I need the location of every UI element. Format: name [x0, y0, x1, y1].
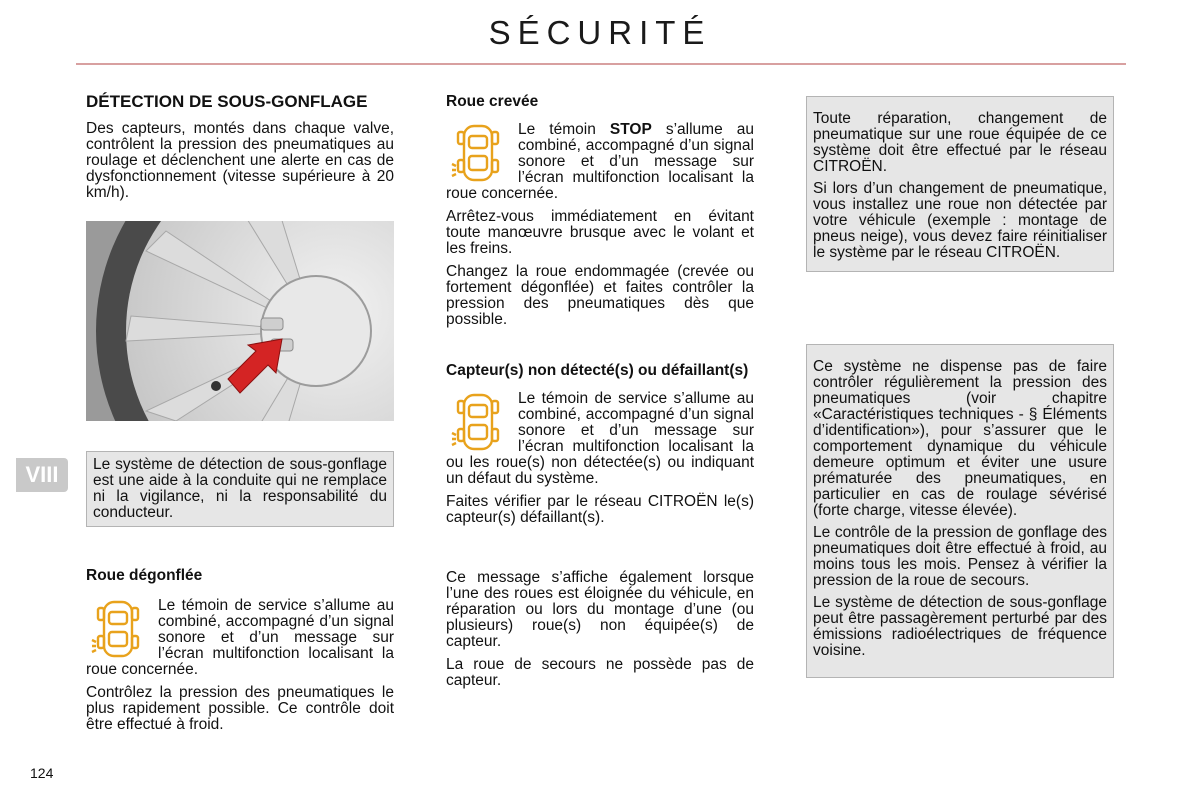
page-title: SÉCURITÉ	[488, 14, 712, 51]
subsection-heading: Roue dégonflée	[86, 567, 203, 584]
subsection-heading: Roue crevée	[446, 93, 539, 110]
subsection-heading: Capteur(s) non détecté(s) ou défaillant(s)	[446, 362, 749, 379]
sensors-text-2: Faites vérifier par le réseau CITROËN le(s) capteur(s) défaillant(s).	[446, 493, 754, 526]
cold-check-text: Le contrôle de la pression de gonflage des pneumatiques doit être effectué à froid, au moins tous les mois. Pensez à vérifier la pression de la roue de secours.	[813, 524, 1107, 589]
flat-text-before: Le témoin	[518, 121, 610, 138]
title-divider	[76, 63, 1126, 65]
note-box	[86, 451, 394, 527]
flat-text-after: s’allume au combiné, accompagné d’un signal sonore et d’un message sur l’écran multifonction localisant la roue concernée.	[446, 121, 754, 202]
repair-text: Toute réparation, changement de pneumatique sur une roue équipée de ce système doit être effectué par le réseau CITROËN.	[813, 110, 1107, 175]
column-middle	[446, 93, 754, 696]
tyre-pressure-warning-icon	[90, 598, 146, 660]
info-box-pressure	[806, 344, 1114, 678]
message-text-2: La roue de secours ne possède pas de capteur.	[446, 656, 754, 689]
intro-paragraph: Des capteurs, montés dans chaque valve, contrôlent la pression des pneumatiques au roulage et déclenchent une alerte en cas de dysfonctionnement (vitesse supérieure à 20 km/h).	[86, 120, 394, 201]
message-text: Ce message s’affiche également lorsque l’une des roues est éloignée du véhicule, en réparation ou lors du montage d’une (ou plusieurs) roue(s) non équipée(s) de capteur.	[446, 569, 754, 650]
pressure-check-text: Ce système ne dispense pas de faire contrôler régulièrement la pression des pneumatiques (voir chapitre «Caractéristiques techniques - § Éléments d’identification»), pour s’assurer que le comportement dynamique du véhicule demeure optimum et éviter une usure prématurée des pneumatiques, en particulier en cas de roulage sévérisé (forte charge, vitesse élevée).	[813, 358, 1107, 519]
chapter-tab[interactable]: VIII	[16, 458, 68, 492]
tyre-pressure-warning-icon	[450, 391, 506, 453]
deflated-text: Le témoin de service s’allume au combiné, accompagné d’un signal sonore et d’un message sur l’écran multifonction localisant la roue concernée.	[86, 597, 394, 678]
info-box-repair	[806, 96, 1114, 272]
interference-text: Le système de détection de sous-gonflage peut être passagèrement perturbé par des émissions radioélectriques de fréquence voisine.	[813, 594, 1107, 659]
deflated-text-2: Contrôlez la pression des pneumatiques le plus rapidement possible. Ce contrôle doit être effectué à froid.	[86, 684, 394, 733]
tyre-pressure-warning-icon	[450, 122, 506, 184]
page-number: 124	[30, 765, 54, 781]
stop-label: STOP	[609, 121, 652, 138]
sensors-text: Le témoin de service s’allume au combiné, accompagné d’un signal sonore et d’un message sur l’écran multifonction localisant la ou les roue(s) non détectée(s) ou indiquant un défaut du système.	[446, 390, 754, 487]
note-text: Le système de détection de sous-gonflage est une aide à la conduite qui ne remplace ni la vigilance, ni la responsabilité du conducteur.	[93, 456, 387, 521]
column-left	[86, 93, 394, 740]
flat-text-3: Changez la roue endommagée (crevée ou fortement dégonflée) et faites contrôler la pression des pneumatiques dès que possible.	[446, 263, 754, 328]
reset-text: Si lors d’un changement de pneumatique, vous installez une roue non détectée par votre véhicule (exemple : montage de pneus neige), vous devez faire réinitialiser le système par le réseau CITROËN.	[813, 180, 1107, 261]
section-heading: DÉTECTION DE SOUS-GONFLAGE	[86, 92, 368, 111]
flat-text-2: Arrêtez-vous immédiatement en évitant toute manœuvre brusque avec le volant et les freins.	[446, 208, 754, 257]
column-right	[806, 96, 1114, 678]
wheel-photo	[86, 221, 394, 421]
